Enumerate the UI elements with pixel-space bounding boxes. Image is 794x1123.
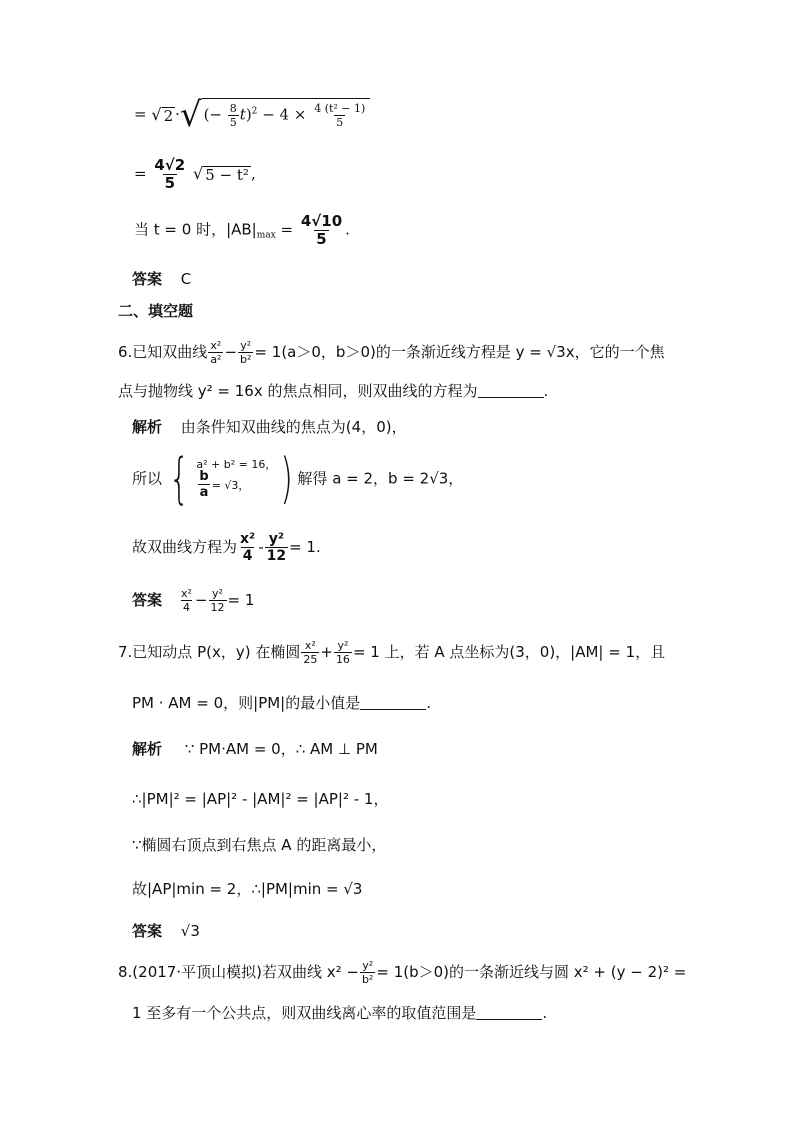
big-sqrt: √ (− $\frac{8}{5}$ t)$^2$ − 4 × $\frac{\text{4 (t² − 1)}}{5}$	[180, 98, 370, 132]
q7-jiexi: 解析 ∵ PM·AM = 0，∴ AM ⊥ PM	[132, 740, 378, 758]
q7-answer: 答案 √3	[132, 922, 200, 940]
q8-line-1: 8.(2017·平顶山模拟)若双曲线 x² − $\frac{\text{y²}}{\text{b²}}$ = 1(b＞0)的一条渐近线与圆 x² + (y − 2)² =	[118, 959, 687, 986]
calc-line-2: = $\frac{4√2}{5}$ √ 5 − t² ,	[134, 156, 256, 192]
q6-gu: 故双曲线方程为 $\frac{\text{x²}}{4}$ - $\frac{\text{y²}}{12}$ = 1.	[132, 531, 321, 564]
q6-line-1: 6.已知双曲线 $\frac{\text{x²}}{\text{a²}}$ − $\frac{\text{y²}}{\text{b²}}$ = 1(a＞0，b＞0)的一条渐近线方程是 y = √3x，它的一个焦	[118, 339, 665, 366]
q6-system: 所以 { a² + b² = 16， $\frac{b}{a}$ = √3， ) 解得 a = 2，b = 2√3，	[132, 447, 464, 510]
equals-sign: =	[134, 105, 147, 123]
answer-value: C	[180, 270, 192, 288]
q6-line-2: 点与抛物线 y² = 16x 的焦点相同，则双曲线的方程为 .	[118, 382, 549, 400]
q6-frac-x2-a2: $\frac{\text{x²}}{\text{a²}}$	[210, 339, 222, 366]
answer-blank[interactable]	[476, 1007, 542, 1020]
q6-jiexi: 解析 由条件知双曲线的焦点为(4，0)，	[132, 418, 407, 436]
answer-blank[interactable]	[478, 385, 544, 398]
calc-answer	[132, 272, 191, 287]
q6-answer: 答案 $\frac{\text{x²}}{4}$ − $\frac{\text{y²}}{12}$ = 1	[132, 587, 255, 614]
q7-line-2: PM · AM = 0，则|PM|的最小值是 .	[132, 694, 432, 712]
sqrt-2: √ 2	[151, 104, 174, 125]
fraction-4sqrt2-5: $\frac{4√2}{5}$	[154, 156, 186, 192]
answer-blank[interactable]	[360, 697, 426, 710]
fraction-4sqrt10-5: $\frac{4√10}{5}$	[300, 212, 343, 248]
q7-line-1: 7.已知动点 P(x，y) 在椭圆 $\frac{\text{x²}}{25}$ + $\frac{\text{y²}}{16}$ = 1 上，若 A 点坐标为(3，0)，|AM| = 1，且	[118, 639, 666, 666]
answer-label: 答案	[132, 270, 163, 288]
fraction-4-t2: $\frac{\text{4 (t² − 1)}}{5}$	[314, 102, 366, 129]
calc-line-3: 当 t = 0 时，$|AB|_{max}$ = $\frac{4√10}{5}$ .	[134, 212, 350, 248]
q8-line-2: 1 至多有一个公共点，则双曲线离心率的取值范围是 .	[132, 1004, 548, 1022]
q7-line-5: 故|AP|min = 2，∴|PM|min = √3	[132, 880, 363, 898]
q6-frac-y2-b2: $\frac{\text{y²}}{\text{b²}}$	[240, 339, 252, 366]
section-title: 二、填空题	[118, 302, 194, 320]
calc-line-1: = √ 2 · √ (− $\frac{8}{5}$ t)$^2$ − 4 × $\frac{\text{4 (t² − 1)}}{5}$	[134, 98, 370, 132]
sqrt-5-t2: √ 5 − t²	[193, 164, 249, 184]
q7-line-3: ∴|PM|² = |AP|² - |AM|² = |AP|² - 1，	[132, 790, 389, 808]
fraction-8-5: $\frac{8}{5}$	[229, 102, 237, 129]
q7-line-4: ∵椭圆右顶点到右焦点 A 的距离最小，	[132, 836, 387, 854]
